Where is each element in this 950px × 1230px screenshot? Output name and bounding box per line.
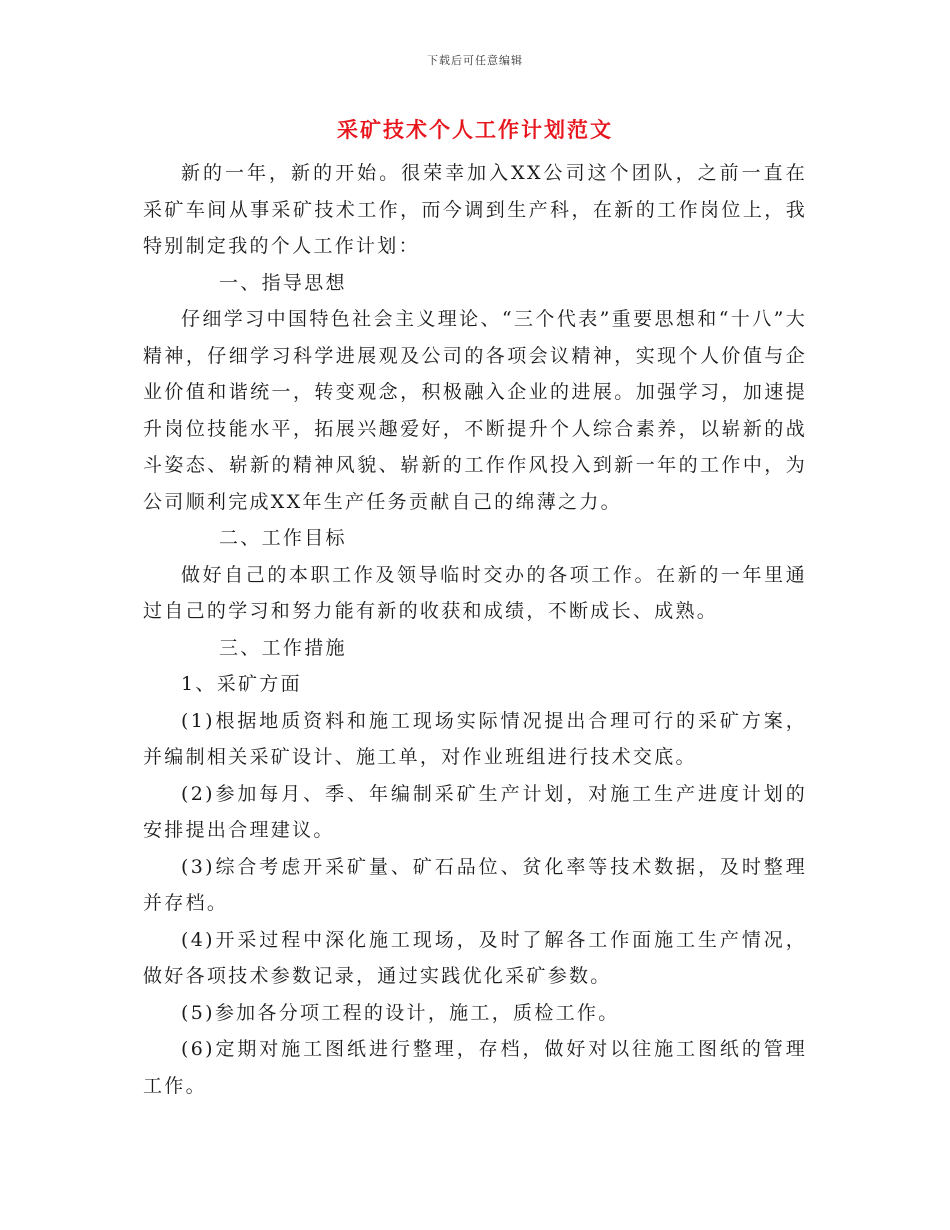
list-item: (2)参加每月、季、年编制采矿生产计划，对施工生产进度计划的安排提出合理建议。 [143, 782, 807, 841]
section-number: 二、 [219, 527, 262, 549]
header-note: 下载后可任意编辑 [427, 54, 523, 67]
list-item: (4)开采过程中深化施工现场，及时了解各工作面施工生产情况，做好各项技术参数记录，通过实践优化采矿参数。 [143, 928, 807, 987]
document-body [143, 155, 807, 1104]
guiding-thought-paragraph: 仔细学习中国特色社会主义理论、“三个代表”重要思想和“十八”大精神，仔细学习科学进展观及公司的各项会议精神，实现个人价值与企业价值和谐统一，转变观念，积极融入企业的进展。加强学习，加速提升岗位技能水平，拓展兴趣爱好，不断提升个人综合素养，以崭新的战斗姿态、崭新的精神风貌、崭新的工作作风投入到新一年的工作中，为公司顺利完成XX年生产任务贡献自己的绵薄之力。 [143, 308, 807, 513]
section-heading-3 [143, 630, 807, 667]
list-item: (6)定期对施工图纸进行整理，存档，做好对以往施工图纸的管理工作。 [143, 1038, 807, 1097]
section-heading-2 [143, 520, 807, 557]
section-number: 三、 [219, 636, 262, 659]
section-heading-1 [143, 265, 807, 302]
work-goal-paragraph: 做好自己的本职工作及领导临时交办的各项工作。在新的一年里通过自己的学习和努力能有新的收获和成绩，不断成长、成熟。 [143, 563, 807, 622]
section-heading-text: 工作目标 [261, 527, 347, 549]
document-title: 采矿技术个人工作计划范文 [337, 117, 613, 142]
list-item: (3)综合考虑开采矿量、矿石品位、贫化率等技术数据，及时整理并存档。 [143, 855, 807, 914]
intro-paragraph: 新的一年，新的开始。很荣幸加入XX公司这个团队，之前一直在采矿车间从事采矿技术工作，而今调到生产科，在新的工作岗位上，我特别制定我的个人工作计划： [143, 162, 807, 257]
subsection-heading: 1、采矿方面 [181, 673, 302, 695]
section-heading-text: 指导思想 [261, 271, 347, 294]
list-item: (5)参加各分项工程的设计，施工，质检工作。 [181, 1001, 620, 1024]
section-number: 一、 [219, 271, 262, 294]
section-heading-text: 工作措施 [261, 636, 347, 659]
list-item: (1)根据地质资料和施工现场实际情况提出合理可行的采矿方案，并编制相关采矿设计、施工单，对作业班组进行技术交底。 [143, 709, 807, 768]
